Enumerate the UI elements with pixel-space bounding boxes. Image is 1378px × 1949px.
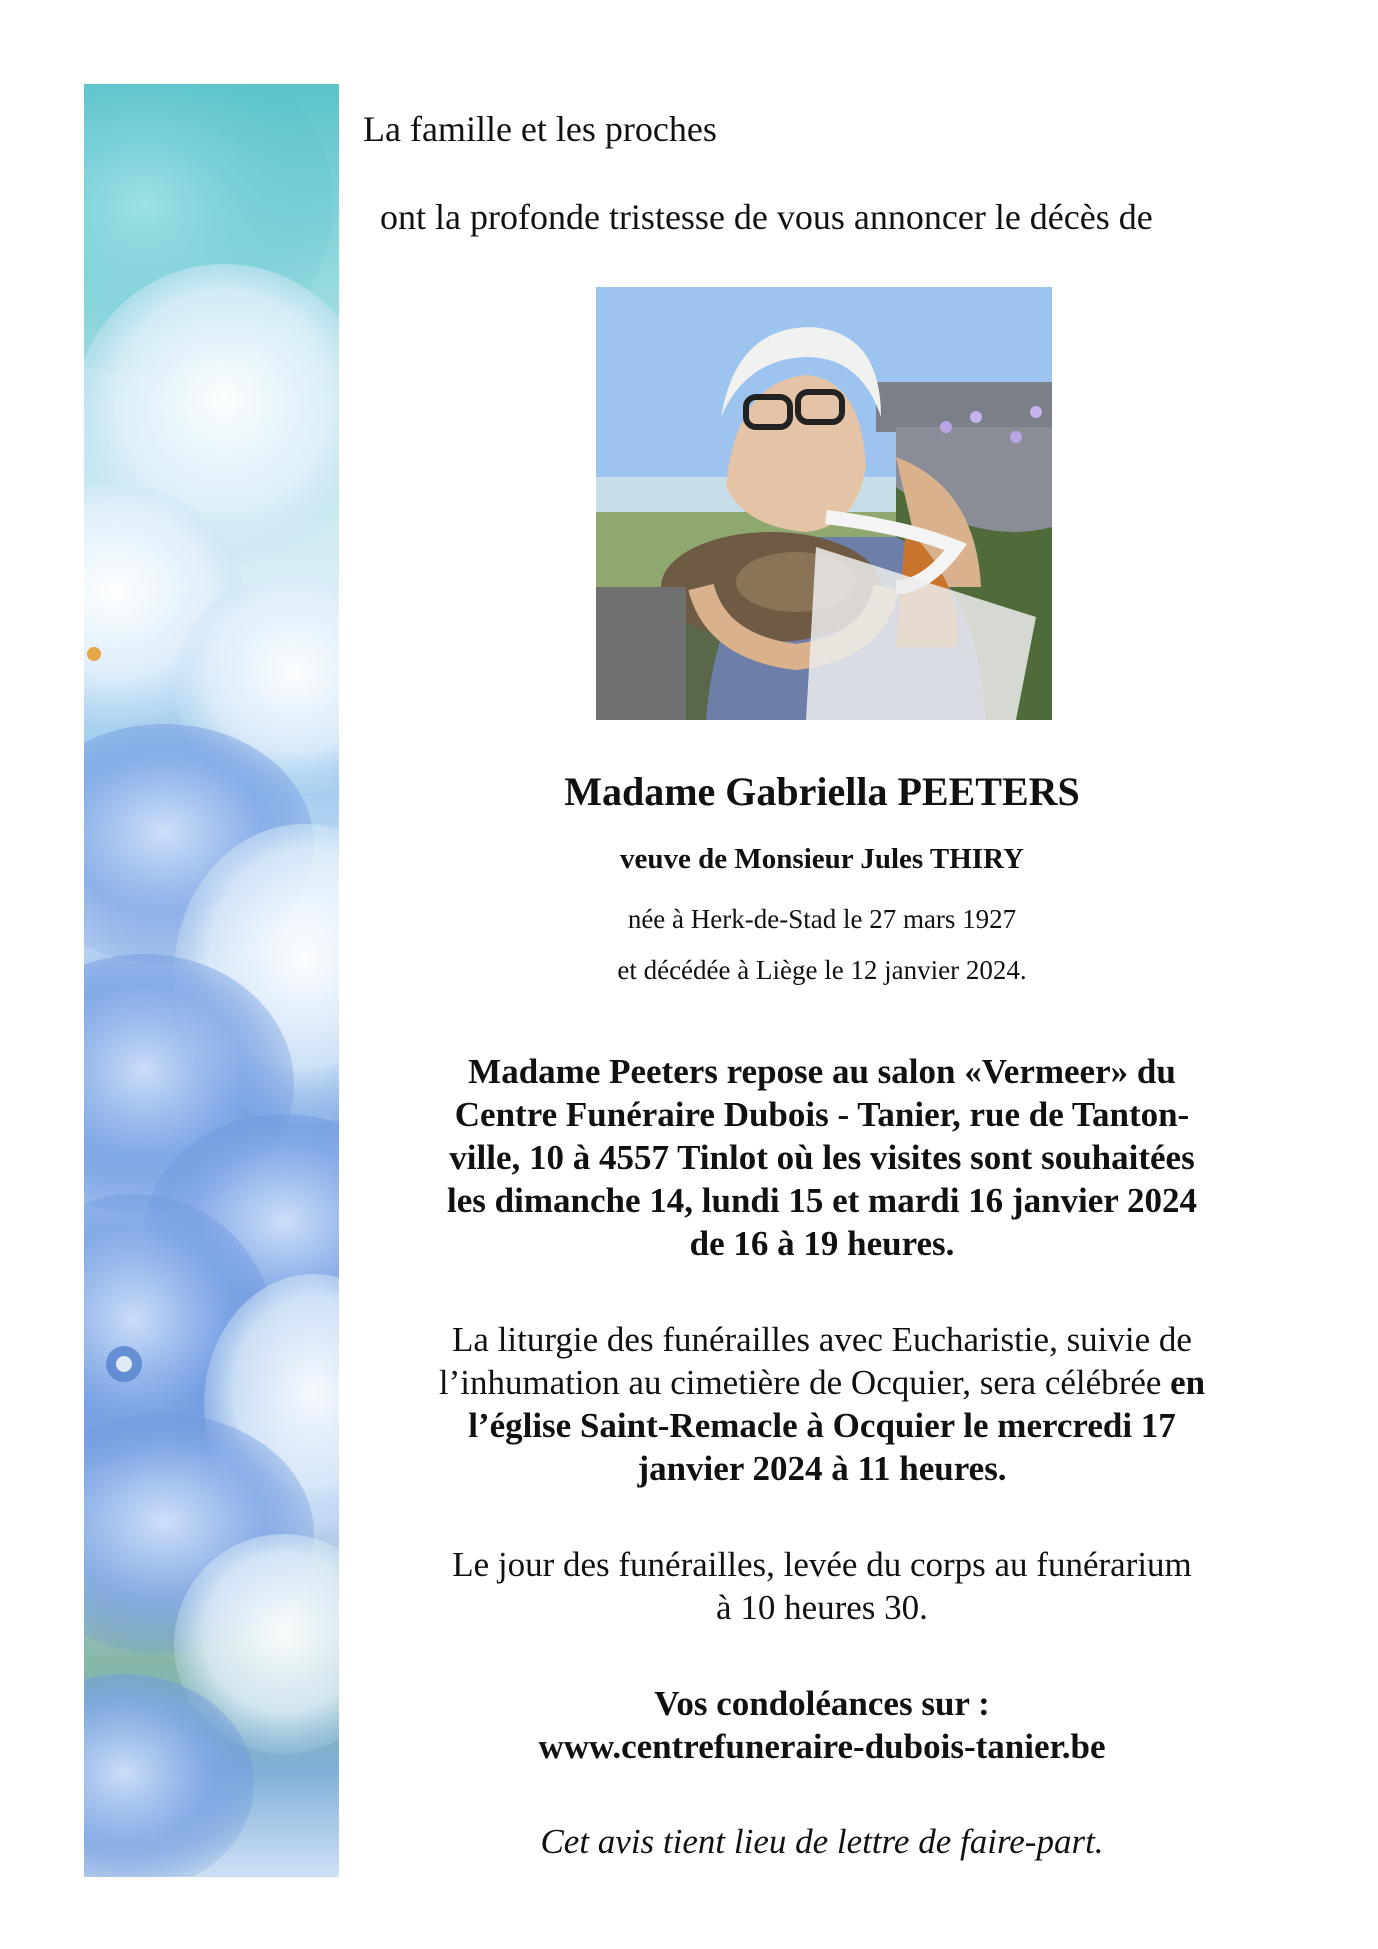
liturgy-line-bold: en xyxy=(1170,1363,1206,1402)
liturgy-line: janvier 2024 à 11 heures. xyxy=(637,1449,1007,1488)
birth-line: née à Herk-de-Stad le 27 mars 1927 xyxy=(627,904,1017,934)
liturgy-line xyxy=(322,1363,1322,1403)
liturgy-line: La liturgie des funérailles avec Eucharistie, suivie de xyxy=(452,1320,1192,1359)
liturgy-line-regular: l’inhumation au cimetière de Ocquier, sera célébrée xyxy=(438,1363,1171,1402)
visitation-line: Centre Funéraire Dubois - Tanier, rue de Tanton- xyxy=(454,1095,1190,1134)
floral-side-image xyxy=(84,84,339,1877)
visitation-line: Madame Peeters repose au salon «Vermeer» du xyxy=(468,1052,1176,1091)
intro-line-announcement: ont la profonde tristesse de vous annoncer le décès de xyxy=(380,197,1153,237)
condolences-url[interactable]: www.centrefuneraire-dubois-tanier.be xyxy=(538,1727,1106,1766)
visitation-line: ville, 10 à 4557 Tinlot où les visites sont souhaitées xyxy=(449,1138,1195,1177)
portrait-illustration xyxy=(596,287,1052,720)
intro-line: La famille et les proches xyxy=(363,109,717,149)
visitation-line: les dimanche 14, lundi 15 et mardi 16 janvier 2024 xyxy=(447,1181,1197,1220)
levee-line: à 10 heures 30. xyxy=(716,1588,928,1627)
death-line: et décédée à Liège le 12 janvier 2024. xyxy=(617,955,1027,985)
deceased-name: Madame Gabriella PEETERS xyxy=(564,769,1080,814)
hydrangea-illustration xyxy=(84,84,339,1877)
footer-note: Cet avis tient lieu de lettre de faire-part. xyxy=(540,1822,1104,1861)
liturgy-line: l’église Saint-Remacle à Ocquier le mercredi 17 xyxy=(468,1406,1176,1445)
levee-line: Le jour des funérailles, levée du corps au funérarium xyxy=(452,1545,1192,1584)
condolences-label: Vos condoléances sur : xyxy=(654,1684,990,1723)
visitation-line: de 16 à 19 heures. xyxy=(689,1224,955,1263)
portrait-photo xyxy=(596,287,1052,720)
spouse-line: veuve de Monsieur Jules THIRY xyxy=(620,843,1024,875)
